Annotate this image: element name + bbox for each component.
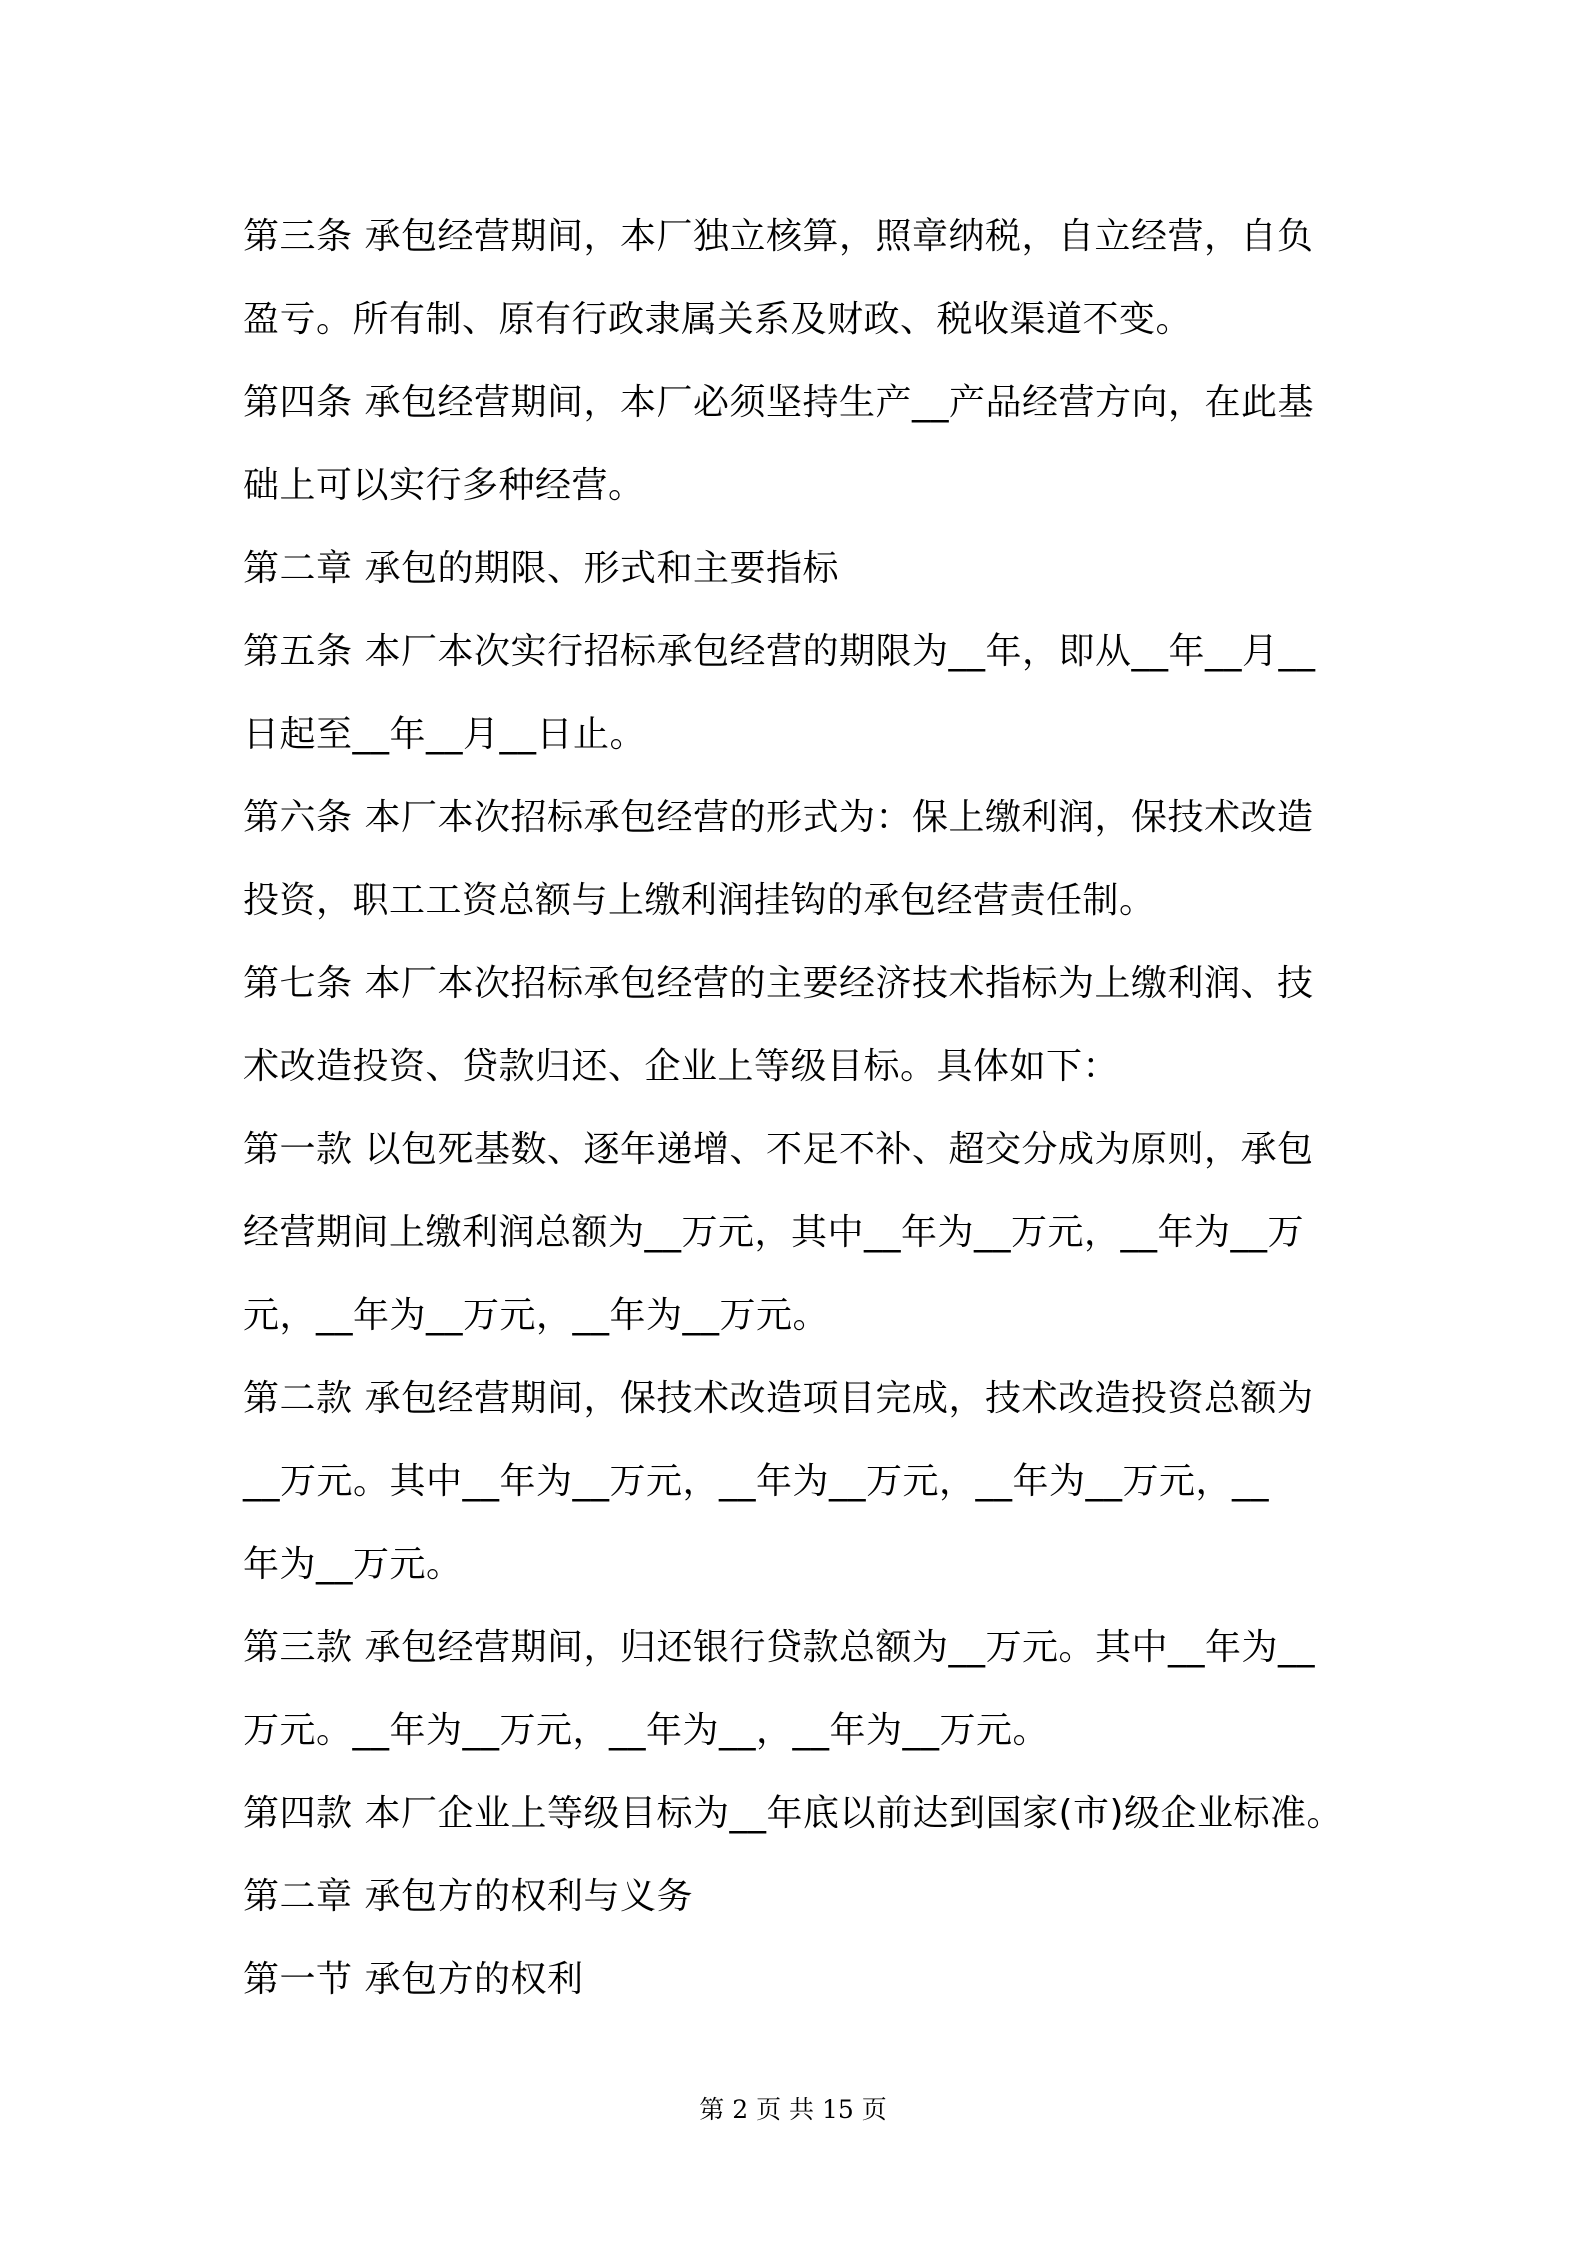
text-line: 投资，职工工资总额与上缴利润挂钩的承包经营责任制。: [243, 880, 1156, 921]
text-line: 术改造投资、贷款归还、企业上等级目标。具体如下：: [243, 1046, 1120, 1087]
text-line: 第五条 本厂本次实行招标承包经营的期限为__年，即从__年__月__: [243, 631, 1316, 672]
chapter-heading: 第二章 承包方的权利与义务: [243, 1876, 693, 1917]
text-line: 第四条 承包经营期间，本厂必须坚持生产__产品经营方向，在此基: [243, 382, 1314, 423]
text-line: 第三条 承包经营期间，本厂独立核算，照章纳税，自立经营，自负: [243, 216, 1314, 257]
text-line: 第四款 本厂企业上等级目标为__年底以前达到国家(市)级企业标准。: [243, 1793, 1344, 1834]
text-line: __万元。其中__年为__万元，__年为__万元，__年为__万元，__: [243, 1461, 1270, 1502]
text-line: 年为__万元。: [243, 1544, 463, 1585]
text-line: 经营期间上缴利润总额为__万元，其中__年为__万元，__年为__万: [243, 1212, 1305, 1253]
text-line: 第三款 承包经营期间，归还银行贷款总额为__万元。其中__年为__: [243, 1627, 1315, 1668]
chapter-heading: 第二章 承包的期限、形式和主要指标: [243, 548, 839, 589]
text-line: 础上可以实行多种经营。: [243, 465, 645, 506]
text-line: 第六条 本厂本次招标承包经营的形式为：保上缴利润，保技术改造: [243, 797, 1314, 838]
text-line: 盈亏。所有制、原有行政隶属关系及财政、税收渠道不变。: [243, 299, 1193, 340]
text-line: 元，__年为__万元，__年为__万元。: [243, 1295, 830, 1336]
text-line: 万元。__年为__万元，__年为__，__年为__万元。: [243, 1710, 1050, 1751]
text-line: 第七条 本厂本次招标承包经营的主要经济技术指标为上缴利润、技: [243, 963, 1314, 1004]
text-line: 第二款 承包经营期间，保技术改造项目完成，技术改造投资总额为: [243, 1378, 1314, 1419]
text-line: 第一款 以包死基数、逐年递增、不足不补、超交分成为原则，承包: [243, 1129, 1314, 1170]
document-body: [243, 195, 1363, 2021]
text-line: 日起至__年__月__日止。: [243, 714, 647, 755]
page-number: 第 2 页 共 15 页: [699, 2095, 887, 2124]
section-heading: 第一节 承包方的权利: [243, 1959, 584, 2000]
